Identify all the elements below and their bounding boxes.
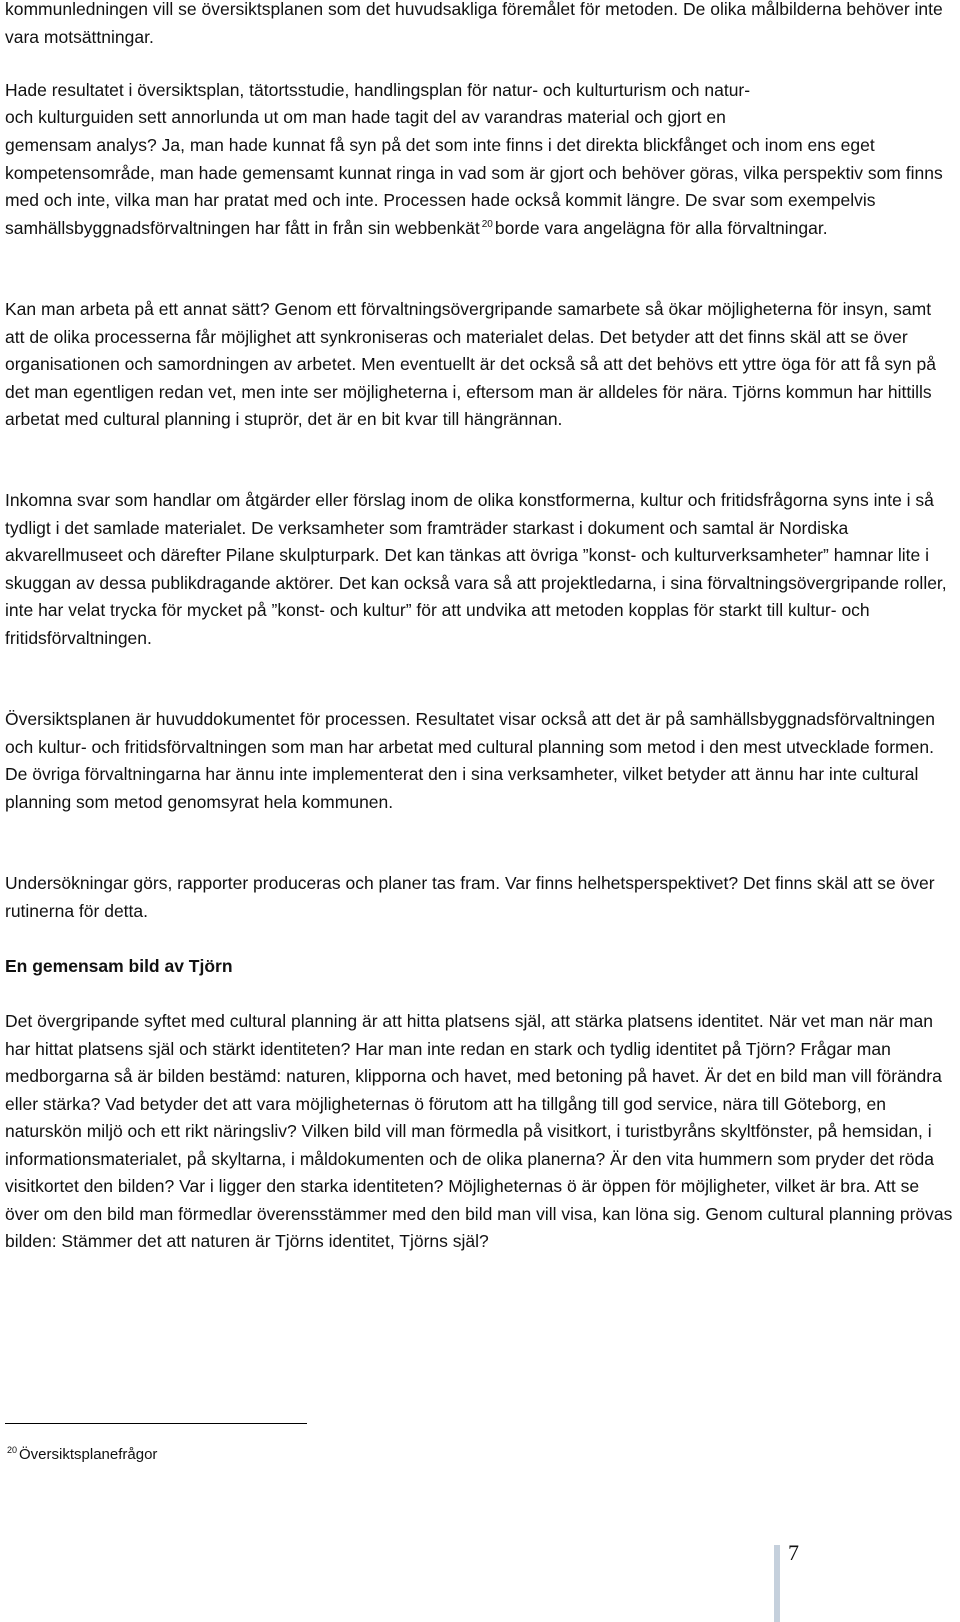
paragraph-intro-continuation: kommunledningen vill se översiktsplanen som det huvudsakliga föremålet för metoden. De olika målbilderna behöver inte vara motsättningar. [5,0,943,47]
footnote-separator [5,1423,307,1424]
paragraph-results-text: gemensam analys? Ja, man hade kunnat få syn på det som inte finns i det direkta blickfånget och inom ens eget kompetensområde, man hade gemensamt kunnat ringa in vad som är gjort och behöver göras, vilka perspektiv som finns med och inte, vilka man har pratat med och inte. Processen hade också kommit längre. De svar som exempelvis samhällsbyggnadsförvaltningen har fått in från sin webbenkät [5,135,943,238]
paragraph-results-line-1: Hade resultatet i översiktsplan, tätortsstudie, handlingsplan för natur- och kulturturism och natur- [5,80,751,100]
footnote [5,1446,157,1463]
paragraph-results-line-2: och kulturguiden sett annorlunda ut om man hade tagit del av varandras material och gjort en [5,107,726,127]
section-heading: En gemensam bild av Tjörn [5,956,233,976]
footnote-reference[interactable]: 20 [481,218,493,230]
paragraph-incoming-responses: Inkomna svar som handlar om åtgärder eller förslag inom de olika konstformerna, kultur och fritidsfrågorna syns inte i så tydligt i det samlade materialet. De verksamheter som framträder starkast i dokument och samtal är Nordiska akvarellmuseet och därefter Pilane skulpturpark. Det kan tänkas att övriga ”konst- och kulturverksamheter” hamnar lite i skuggan av dessa publikdragande aktörer. Det kan också vara så att projektledarna, i sina förvaltningsövergripande roller, inte har velat trycka för mycket på ”konst- och kultur” för att undvika att metoden kopplas för starkt till kultur- och fritidsförvaltningen. [5,490,947,648]
footnote-text: Översiktsplanefrågor [19,1446,158,1463]
paragraph-common-image: Det övergripande syftet med cultural planning är att hitta platsens själ, att stärka platsens identitet. När vet man när man har hittat platsens själ och stärkt identiteten? Har man inte redan en stark och tydlig identitet på Tjörn? Frågar man medborgarna så är bilden bestämd: naturen, klipporna och havet, med betoning på havet. Är det en bild man vill förändra eller stärka? Vad betyder det att vara möjligheternas ö förutom att ha tillgång till god service, nära till Göteborg, en naturskön miljö och ett rikt näringsliv? Vilken bild vill man förmedla på visitkort, i turistbyråns skyltfönster, på hemsidan, i informationsmaterialet, på skyltarna, i måldokumenten och de olika planerna? Är den vita hummern som pryder det röda visitkortet den bilden? Var i ligger den starka identiteten? Möjligheternas ö är öppen för möjligheter, vilket är bra. Att se över om den bild man förmedlar överensstämmer med den bild man vill visa, kan löna sig. Genom cultural planning prövas bilden: Stämmer det att naturen är Tjörns identitet, Tjörns själ? [5,1011,953,1251]
footnote-number: 20 [7,1445,18,1455]
paragraph-alternative-work: Kan man arbeta på ett annat sätt? Genom ett förvaltningsövergripande samarbete så ökar möjligheterna för insyn, samt att de olika processerna får möjlighet att synkroniseras och materialet delas. Det betyder att det finns skäl att se över organisationen och samordningen av arbetet. Men eventuellt är det också så att det behövs ett yttre öga för att få syn på det man egentligen redan vet, men inte ser möjligheterna i, eftersom man är alldeles för nära. Tjörns kommun har hittills arbetat med cultural planning i stuprör, det är en bit kvar till hängrännan. [5,299,936,429]
paragraph-results-analysis [5,132,955,242]
paragraph-investigations: Undersökningar görs, rapporter produceras och planer tas fram. Var finns helhetsperspektivet? Det finns skäl att se över rutinerna för detta. [5,873,935,921]
page-number: 7 [788,1540,799,1565]
page-number-bar [774,1545,780,1622]
paragraph-comprehensive-plan: Översiktsplanen är huvuddokumentet för processen. Resultatet visar också att det är på samhällsbyggnadsförvaltningen och kultur- och fritidsförvaltningen som man har arbetat med cultural planning som metod i den mest utvecklade formen. De övriga förvaltningarna har ännu inte implementerat den i sina verksamheter, vilket betyder att ännu har inte cultural planning som metod genomsyrat hela kommunen. [5,709,935,812]
paragraph-results-text-end: borde vara angelägna för alla förvaltningar. [494,217,828,238]
